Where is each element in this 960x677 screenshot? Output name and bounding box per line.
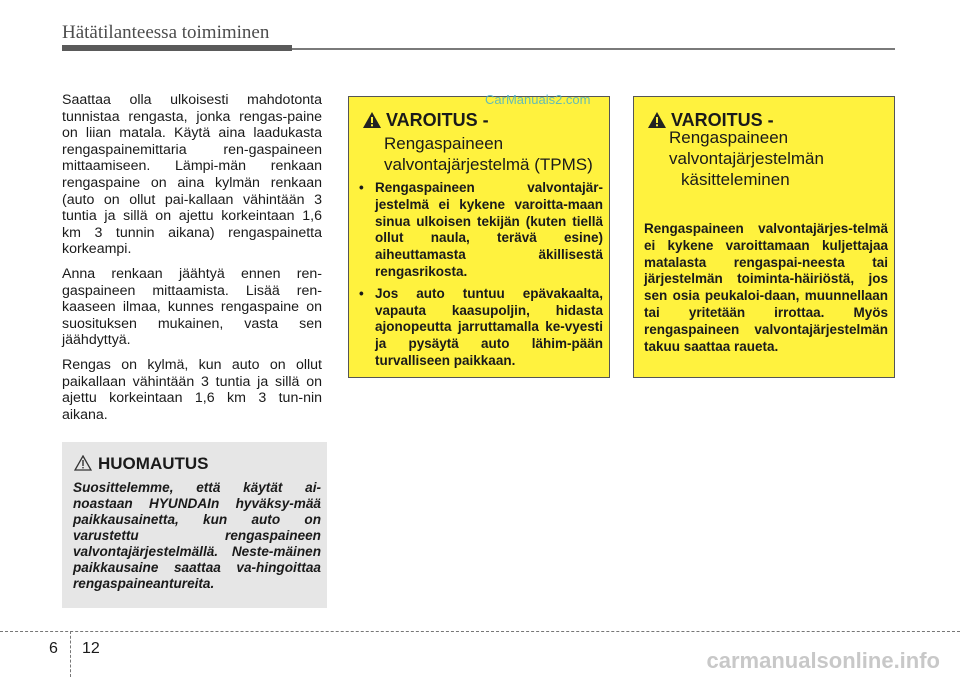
footer-divider xyxy=(0,631,960,632)
header-bar xyxy=(62,45,292,51)
paragraph-3: Rengas on kylmä, kun auto on ollut paikallaan vähintään 3 tuntia ja sillä on ajettu korkeintaan 1,6 km 3 tun-nin aikana. xyxy=(62,356,322,423)
warning-triangle-icon xyxy=(647,111,669,134)
footer-vertical-divider xyxy=(70,631,71,677)
warning-subtitle-line: valvontajärjestelmän xyxy=(669,149,824,168)
notice-heading-label: HUOMAUTUS xyxy=(98,454,209,473)
warning-title xyxy=(362,109,489,134)
warning-subtitle-line: valvontajärjestelmä (TPMS) xyxy=(384,155,593,174)
paragraph-1: Saattaa olla ulkoisesti mahdotonta tunnistaa rengasta, jonka rengas-paine on liian matala. Käytä aina laadukasta rengaspainemittaria ren-gaspaineen mittaamiseen. Lämpi-män renkaan rengaspaine on aina kylmän renkaan (auto on ollut pai-kallaan vähintään 3 tuntia ja sillä on ajettu korkeintaan 1,6 km 3 tunnin aikana) rengaspainetta korkeampi. xyxy=(62,92,322,258)
warning-item-text: Jos auto tuntuu epävakaalta, vapauta kaasupoljin, hidasta ajonopeutta jarruttamalla ke-vyesti ja pysäytä auto lähim-pään turvalliseen paikkaan. xyxy=(375,285,603,368)
chapter-number: 6 xyxy=(49,640,58,657)
warning-list xyxy=(359,180,603,375)
warning-list-item xyxy=(359,180,603,281)
watermark-top: CarManuals2.com xyxy=(485,92,591,107)
watermark-bottom: carmanualsonline.info xyxy=(706,648,940,673)
warning-subtitle xyxy=(669,127,895,190)
notice-heading xyxy=(74,454,209,476)
paragraph-2: Anna renkaan jäähtyä ennen ren-gaspaineen mittaamista. Lisää ren-kaaseen ilmaa, kunnes rengaspaine on suosituksen mukainen, vasta sen jäähdyttyä. xyxy=(62,265,322,349)
warning-text: Rengaspaineen valvontajärjes-telmä ei kykene varoittamaan kuljettajaa matalasta rengaspai-neesta tai järjestelmän toiminta-häiriöstä, jos sen osia peukaloi-daan, muunnellaan tai yritetään irrottaa. Myös rengaspaineen valvontajärjestelmän takuu saattaa raueta. xyxy=(644,221,888,354)
warning-label: VAROITUS - xyxy=(386,110,489,130)
notice-box xyxy=(62,442,327,608)
caution-triangle-icon xyxy=(74,455,94,476)
warning-triangle-icon xyxy=(362,111,384,134)
warning-subtitle-line: käsitteleminen xyxy=(681,170,790,189)
warning-subtitle-line: Rengaspaineen xyxy=(669,128,789,147)
header-divider xyxy=(292,48,895,50)
warning-subtitle-line: Rengaspaineen xyxy=(384,134,504,153)
warning-subtitle xyxy=(384,133,610,175)
warning-box-tampering xyxy=(633,96,895,378)
warning-label: VAROITUS - xyxy=(671,110,774,130)
bullet-icon: • xyxy=(359,285,364,301)
section-title: Hätätilanteessa toimiminen xyxy=(62,22,270,43)
body-text-column xyxy=(62,92,322,431)
notice-text: Suosittelemme, että käytät ai-noastaan HYUNDAIn hyväksy-mää paikkausainetta, kun auto on varustettu rengaspaineen valvontajärjestelmällä. Neste-mäinen paikkausaine saattaa va-hingoittaa rengaspaineantureita. xyxy=(73,480,321,591)
warning-box-tpms xyxy=(348,96,610,378)
warning-list-item xyxy=(359,286,603,370)
warning-item-text: Rengaspaineen valvontajär-jestelmä ei kykene varoitta-maan sinua ulkoisen tekijän (kuten tiellä ollut naula, terävä esine) aiheuttamasta äkillisestä rengasrikosta. xyxy=(375,180,603,279)
bullet-icon: • xyxy=(359,180,364,195)
page-number: 12 xyxy=(82,640,100,657)
